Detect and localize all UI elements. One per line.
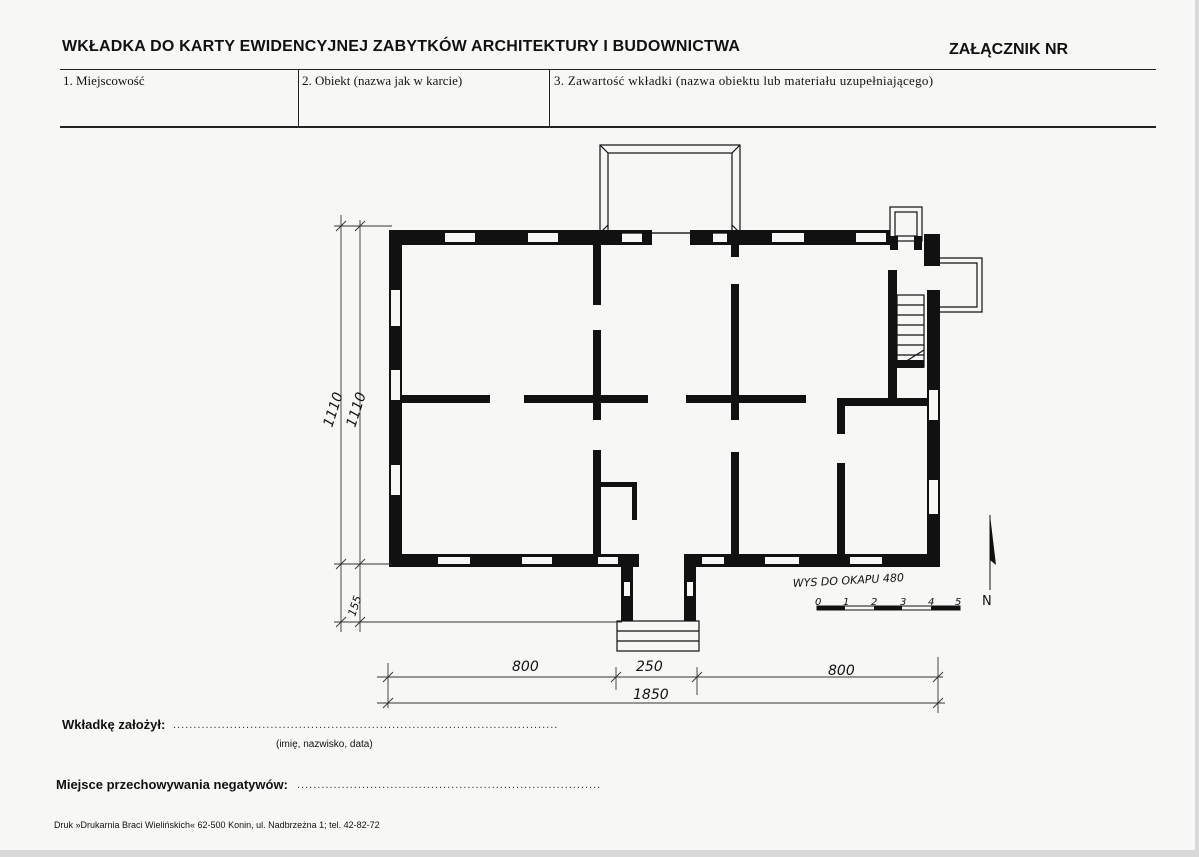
field-content: 3. Zawartość wkładki (nazwa obiektu lub materiału uzupełniającego): [554, 73, 934, 88]
created-by-hint: (imię, nazwisko, data): [276, 739, 373, 750]
annex-label: ZAŁĄCZNIK NR: [949, 41, 1069, 58]
scale-tick-2: 2: [871, 597, 878, 608]
scale-tick-4: 4: [928, 597, 935, 608]
dimension-total: 1850: [633, 687, 669, 703]
printer-footer: Druk »Drukarnia Braci Wielińskich« 62-500 Konin, ul. Nadbrzeżna 1; tel. 42-82-72: [54, 820, 380, 830]
scale-tick-1: 1: [843, 597, 850, 608]
porch: [621, 565, 696, 621]
north-arrow-icon: [982, 515, 996, 609]
storage-dotted-line[interactable]: ...........................................................................: [297, 779, 602, 791]
vertical-dimension-lines: [334, 215, 622, 632]
dimension-left: 800: [512, 659, 539, 675]
porch-openings: [624, 582, 693, 596]
dimension-height-inner: 1110: [343, 390, 370, 430]
dimension-right: 800: [828, 663, 855, 679]
created-by-label: Wkładkę założył:: [62, 717, 166, 732]
porch-steps: [617, 621, 699, 651]
scale-tick-5: 5: [955, 597, 962, 608]
north-label: N: [982, 594, 992, 609]
dimension-height-outer: 1110: [320, 390, 347, 430]
field-locality: 1. Miejscowość: [63, 73, 145, 88]
interior-walls: [402, 245, 927, 554]
created-by-dotted-line[interactable]: ...............................................................................................: [173, 719, 559, 731]
scale-tick-0: 0: [815, 597, 822, 608]
scale-bar: [815, 597, 961, 610]
form-title: WKŁADKA DO KARTY EWIDENCYJNEJ ZABYTKÓW ARCHITEKTURY I BUDOWNICTWA: [62, 38, 741, 55]
eave-height-note: WYS DO OKAPU 480: [792, 571, 905, 590]
storage-label: Miejsce przechowywania negatywów:: [56, 777, 288, 792]
front-veranda: [600, 145, 740, 233]
dimension-porch-depth: 155: [345, 593, 365, 618]
scale-tick-3: 3: [900, 597, 907, 608]
field-object: 2. Obiekt (nazwa jak w karcie): [302, 73, 463, 88]
dimension-middle: 250: [636, 659, 663, 675]
